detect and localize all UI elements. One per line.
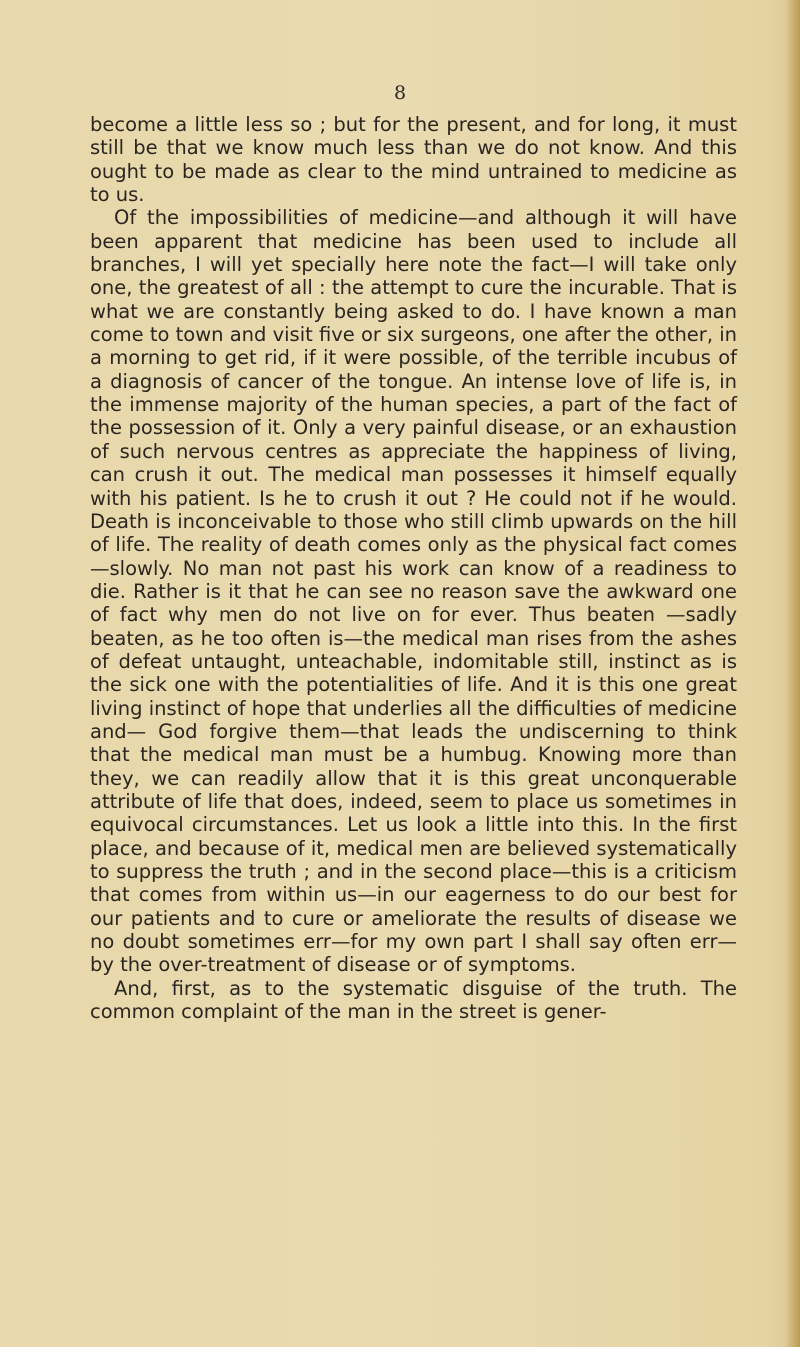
page-edge-shadow xyxy=(786,0,800,1347)
paragraph-2: Of the impossibilities of medicine—and although it will have been apparent that medicine has been used to include all branches, I will yet specially here note the fact—I will take only one, the greatest of all : the attempt to cure the incurable. That is what we are constantly being asked to do. I have known a man come to town and visit five or six surgeons, one after the other, in a morning to get rid, if it were possible, of the terrible incubus of a diagnosis of cancer of the tongue. An intense love of life is, in the immense majority of the human species, a part of the fact of the possession of it. Only a very painful disease, or an exhaustion of such nervous centres as appreciate the happiness of living, can crush it out. The medical man possesses it himself equally with his patient. Is he to crush it out ? He could not if he would. Death is inconceivable to those who still climb upwards on the hill of life. The reality of death comes only as the physical fact comes—slowly. No man not past his work can know of a readiness to die. Rather is it that he can see no reason save the awkward one of fact why men do not live on for ever. Thus beaten —sadly beaten, as he too often is—the medical man rises from the ashes of defeat untaught, unteachable, indomitable still, instinct as is the sick one with the potentialities of life. And it is this one great living instinct of hope that underlies all the difficulties of medicine and— God forgive them—that leads the undiscerning to think that the medical man must be a humbug. Knowing more than they, we can readily allow that it is this great unconquerable attribute of life that does, indeed, seem to place us sometimes in equivocal circumstances. Let us look a little into this. In the first place, and because of it, medical men are believed systematically to suppress the truth ; and in the second place—this is a criticism that comes from within us—in our eagerness to do our best for our patients and to cure or ameliorate the results of disease we no doubt sometimes err—for my own part I shall say often err—by the over-treatment of disease or of symptoms. xyxy=(90,206,737,977)
page-number: 8 xyxy=(393,82,407,104)
paragraph-1: become a little less so ; but for the present, and for long, it must still be that we know much less than we do not know. And this ought to be made as clear to the mind untrained to medicine as to us. xyxy=(90,113,737,207)
body-text xyxy=(90,113,737,1023)
paragraph-3: And, first, as to the systematic disguise of the truth. The common complaint of the man in the street is gener- xyxy=(90,976,737,1024)
